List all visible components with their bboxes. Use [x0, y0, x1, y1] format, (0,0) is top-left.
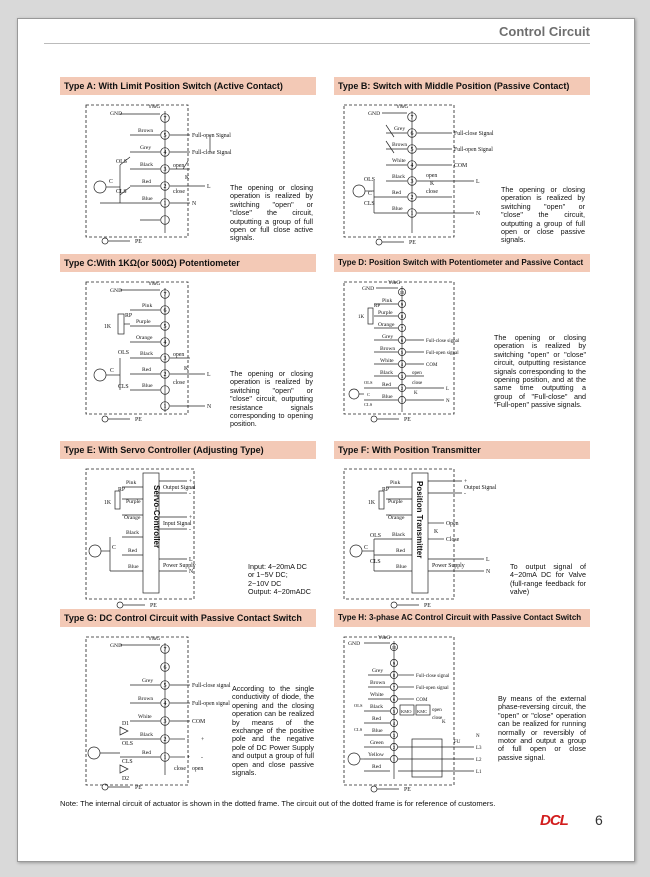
wire-label: Red	[396, 548, 406, 554]
resistor-label: 1K	[104, 500, 112, 506]
wire-label: Orange	[378, 322, 395, 328]
wire-label: Purple	[378, 310, 393, 316]
capacitor-label: C	[110, 368, 114, 374]
panel-type-a	[60, 77, 316, 245]
contactor-label: KMC	[417, 709, 428, 714]
terminal-polarity: -	[189, 491, 191, 497]
terminal-number: 7	[163, 292, 167, 298]
panel-title: Type C:With 1KΩ(or 500Ω) Potentiometer	[60, 254, 316, 272]
signal-label: PE	[135, 417, 142, 423]
capacitor-label: C	[367, 392, 371, 397]
switch-label: OLS	[122, 741, 133, 747]
panel-type-e	[60, 441, 316, 609]
wire-label: Grey	[394, 126, 406, 132]
signal-label: L1	[476, 770, 482, 775]
signal-label: close	[426, 189, 438, 195]
signal-label: L	[207, 184, 211, 190]
terminal-number: 10	[391, 645, 397, 650]
signal-label: PE	[404, 417, 411, 423]
signal-label: open	[173, 352, 185, 358]
switch-label: CLS	[118, 384, 129, 390]
wire-label: Brown	[138, 128, 154, 134]
terminal-number: 1	[392, 757, 396, 762]
wire-label: Brown	[370, 680, 386, 686]
terminal-number: 8	[392, 673, 396, 678]
switch-label: OLS	[370, 533, 381, 539]
terminal-polarity: -	[201, 755, 203, 761]
terminal-number: 1	[163, 755, 167, 761]
panel-description: The opening or closing operation is realized by switching "open" or "close" the circuit, outputting a group of full open or close passive signals.	[501, 185, 585, 245]
signal-label: open	[426, 173, 438, 179]
wire-label: GND	[362, 286, 375, 292]
signal-label: L	[486, 557, 490, 563]
terminal-number: 6	[392, 697, 396, 702]
signal-label: Full-close Signal	[192, 150, 232, 156]
switch-label: OLS	[118, 350, 129, 356]
signal-label: N	[446, 399, 450, 404]
signal-label: Full-open signal	[192, 701, 230, 707]
signal-label: Close	[446, 537, 460, 543]
signal-label: N	[476, 734, 480, 739]
wire-label: GND	[110, 643, 123, 649]
wire-label: Red	[372, 764, 382, 770]
wire-label: White	[392, 158, 406, 164]
wire-label: Brown	[380, 346, 396, 352]
resistor-label: RP	[374, 304, 381, 309]
terminal-polarity: +	[189, 479, 193, 485]
switch-label: OLS	[364, 380, 373, 385]
desc-line: Input: 4~20mA DC	[248, 562, 307, 571]
switch-label: K	[185, 175, 190, 181]
terminal-number: 2	[410, 195, 414, 201]
signal-label: Full-open Signal	[192, 133, 231, 139]
terminal-number: 6	[163, 308, 167, 314]
wire-label: Pink	[382, 298, 393, 304]
panel-description: According to the single conductivity of diode, the opening and the closing operation can be realized by means of the exchange of the positive pole and the negative pole of DC Power Supply and output a group of full open and close passive signals.	[232, 684, 314, 778]
wire-label: White	[138, 714, 152, 720]
diode-label: D2	[122, 776, 130, 782]
switch-label: CLS	[370, 559, 381, 565]
wire-label: Y&G	[396, 104, 409, 110]
signal-label: PE	[404, 787, 411, 793]
panel-description: The opening or closing operation is realized by switching "open" or "close" circuit, outputting resistance signals corresponding to opening position.	[230, 369, 313, 429]
signal-label: close	[412, 381, 423, 386]
signal-label: COM	[416, 698, 428, 703]
signal-label: L	[207, 372, 211, 378]
panel-type-f	[334, 441, 590, 609]
wire-label: Red	[142, 367, 152, 373]
terminal-number: 4	[410, 163, 414, 169]
wire-label: Brown	[138, 696, 154, 702]
switch-label: CLS	[122, 759, 133, 765]
signal-label: Open	[446, 521, 459, 527]
wire-label: Blue	[392, 206, 403, 212]
terminal-number: 9	[392, 661, 396, 666]
signal-label: open	[192, 766, 204, 772]
signal-label: close	[173, 189, 185, 195]
panel-title: Type H: 3-phase AC Control Circuit with Passive Contact Switch	[334, 609, 590, 627]
switch-label: OLS	[364, 177, 375, 183]
signal-label: PE	[135, 239, 142, 245]
terminal-number: 3	[163, 356, 167, 362]
fuse-label: FU	[454, 740, 461, 745]
capacitor-label: C	[112, 545, 116, 551]
terminal-polarity: +	[189, 515, 193, 521]
panel-title: Type B: Switch with Middle Position (Passive Contact)	[334, 77, 590, 95]
panel-title: Type A: With Limit Position Switch (Active Contact)	[60, 77, 316, 95]
wire-label: Grey	[140, 145, 152, 151]
terminal-number: 2	[400, 386, 404, 391]
wire-label: Red	[392, 190, 402, 196]
terminal-number: 7	[392, 685, 396, 690]
wire-label: GND	[368, 111, 381, 117]
terminal-number: 4	[163, 150, 167, 156]
terminal-number: 4	[400, 362, 404, 367]
signal-label: PE	[135, 785, 142, 791]
signal-label: Power Supply	[163, 563, 196, 569]
wire-label: Blue	[396, 564, 407, 570]
signal-label: COM	[192, 719, 206, 725]
wire-label: Black	[126, 530, 140, 536]
switch-label: CLS	[364, 201, 375, 207]
wire-label: Y&G	[148, 281, 161, 287]
wire-label: Red	[142, 750, 152, 756]
signal-label: close	[174, 766, 186, 772]
signal-label: Full-open signal	[426, 351, 459, 356]
terminal-polarity: +	[201, 737, 205, 743]
signal-label: L	[189, 557, 193, 563]
terminal-number: 8	[400, 314, 404, 319]
terminal-number: 4	[163, 701, 167, 707]
signal-label: COM	[426, 363, 438, 368]
panel-description	[248, 563, 316, 597]
terminal-number: 5	[163, 133, 167, 139]
terminal-number: 4	[163, 340, 167, 346]
panel-title: Type D: Position Switch with Potentiometer and Passive Contact	[334, 254, 590, 272]
terminal-number: 3	[400, 374, 404, 379]
terminal-number: 3	[392, 733, 396, 738]
switch-label: K	[414, 391, 418, 396]
capacitor-label: C	[368, 191, 372, 197]
terminal-number: 7	[163, 116, 167, 122]
capacitor-label: C	[109, 179, 113, 185]
page-title: Control Circuit	[499, 24, 590, 39]
desc-line: Output: 4~20mADC	[248, 587, 311, 597]
title-divider	[44, 43, 590, 44]
terminal-number: 5	[400, 350, 404, 355]
wire-label: Y&G	[148, 104, 161, 110]
brand-logo: DCL	[540, 812, 568, 829]
terminal-number: 2	[163, 372, 167, 378]
terminal-number: 7	[410, 115, 414, 121]
signal-label: COM	[454, 163, 468, 169]
resistor-label: RP	[118, 487, 126, 493]
terminal-number: 5	[163, 324, 167, 330]
resistor-label: RP	[125, 313, 133, 319]
switch-label: OLS	[354, 703, 363, 708]
signal-label: Full-open Signal	[454, 147, 493, 153]
wire-label: Pink	[126, 480, 137, 486]
terminal-number: 1	[163, 201, 167, 207]
signal-label: L2	[476, 758, 482, 763]
wire-label: White	[380, 358, 394, 364]
terminal-number: 1	[400, 398, 404, 403]
wire-label: Black	[370, 704, 384, 710]
wire-label: Blue	[372, 728, 383, 734]
switch-label: CLS	[364, 402, 373, 407]
signal-label: open	[173, 163, 185, 169]
terminal-number: 6	[163, 665, 167, 671]
panel-type-h	[334, 609, 590, 793]
terminal-polarity: -	[187, 737, 189, 743]
wire-label: Pink	[142, 303, 153, 309]
wire-label: Black	[380, 370, 394, 376]
wire-label: Blue	[382, 394, 393, 400]
wire-label: Green	[370, 740, 384, 746]
panel-title: Type F: With Position Transmitter	[334, 441, 590, 459]
wire-label: Grey	[142, 678, 154, 684]
terminal-number: 7	[163, 647, 167, 653]
signal-label: PE	[150, 603, 157, 609]
switch-label: K	[184, 366, 189, 372]
terminal-number: 9	[400, 302, 404, 307]
wire-label: Blue	[142, 196, 153, 202]
contactor-label: KMO	[401, 709, 412, 714]
signal-label: Power Supply	[432, 563, 465, 569]
resistor-label: 1K	[358, 315, 365, 320]
signal-label: Full-close signal	[426, 339, 460, 344]
terminal-number: 2	[163, 737, 167, 743]
terminal-number: 6	[400, 338, 404, 343]
switch-label: K	[430, 181, 435, 187]
wire-label: GND	[348, 641, 361, 647]
switch-label: K	[442, 720, 446, 725]
signal-label: open	[412, 371, 422, 376]
terminal-number: 5	[163, 683, 167, 689]
wire-label: Blue	[142, 383, 153, 389]
signal-label: Output Signal	[464, 485, 497, 491]
panel-type-c	[60, 254, 316, 429]
terminal-number: 2	[163, 184, 167, 190]
wire-label: GND	[110, 288, 123, 294]
signal-label: open	[432, 708, 442, 713]
panel-description: The opening or closing operation is realized by switching "open" or "close" the circuit, outputting a group of full open or full close active signals.	[230, 183, 313, 243]
terminal-number: 1	[410, 211, 414, 217]
resistor-label: 1K	[368, 500, 376, 506]
terminal-number: 7	[400, 326, 404, 331]
wire-label: Yellow	[368, 752, 384, 758]
wire-label: Black	[140, 162, 154, 168]
signal-label: L	[476, 179, 480, 185]
signal-label: N	[486, 569, 491, 575]
switch-label: OLS	[116, 159, 127, 165]
panel-type-d	[334, 254, 590, 423]
wire-label: Purple	[136, 319, 151, 325]
page-number: 6	[595, 812, 603, 828]
panel-title: Type G: DC Control Circuit with Passive Contact Switch	[60, 609, 316, 627]
terminal-number: 6	[410, 131, 414, 137]
terminal-polarity: -	[189, 527, 191, 533]
terminal-number: 3	[163, 719, 167, 725]
switch-label: CLS	[354, 727, 363, 732]
wire-label: GND	[110, 111, 123, 117]
wire-label: Orange	[124, 515, 141, 521]
wire-label: Y&G	[378, 635, 391, 641]
footer-note: Note: The internal circuit of actuator is shown in the dotted frame. The circuit out of the dotted frame is for reference of customers.	[60, 799, 496, 808]
signal-label: L	[446, 387, 450, 392]
wire-label: Brown	[392, 142, 408, 148]
wire-label: Red	[372, 716, 382, 722]
wire-label: Orange	[388, 515, 405, 521]
signal-label: Full-open signal	[416, 686, 449, 691]
panel-type-g	[60, 609, 316, 791]
wire-label: Black	[392, 532, 406, 538]
signal-label: PE	[409, 240, 416, 246]
signal-label: Full-close signal	[416, 674, 450, 679]
wire-label: Grey	[382, 334, 394, 340]
signal-label: N	[476, 211, 481, 217]
wire-label: Y&G	[148, 636, 161, 642]
wire-label: Grey	[372, 668, 384, 674]
terminal-polarity: +	[464, 479, 468, 485]
panel-title: Type E: With Servo Controller (Adjusting Type)	[60, 441, 316, 459]
signal-label: Full-close Signal	[454, 131, 494, 137]
wire-label: Orange	[136, 335, 153, 341]
panel-description: The opening or closing operation is realized by switching "open" or "close" circuit, outputting resistance signals corresponding to the opening position, and at the same time outputting a group of "Full-close" and "Full-open" passive signals.	[494, 333, 586, 410]
wire-label: Red	[128, 548, 138, 554]
signal-label: Full-close signal	[192, 683, 231, 689]
capacitor-label: C	[364, 545, 368, 551]
terminal-number: 5	[392, 709, 396, 714]
resistor-label: RP	[382, 487, 390, 493]
terminal-number: 10	[399, 290, 405, 295]
panel-description: By means of the external phase-reversing circuit, the "open" or "close" operation can be realized for running normally or reversibly of motor and output a group of full open or close passive signal.	[498, 694, 586, 762]
wire-label: Red	[142, 179, 152, 185]
wire-label: Blue	[128, 564, 139, 570]
panel-type-b	[334, 77, 590, 246]
signal-label: N	[192, 201, 197, 207]
controller-label: Position Transmitter	[415, 481, 424, 559]
controller-label: Servo-Controller	[152, 485, 161, 549]
desc-line: 2~10V DC	[248, 578, 282, 588]
signal-label: close	[173, 380, 185, 386]
wire-label: Black	[140, 732, 154, 738]
switch-label: K	[434, 529, 439, 535]
resistor-label: 1K	[104, 324, 112, 330]
terminal-number: 5	[410, 147, 414, 153]
signal-label: N	[207, 404, 212, 410]
diode-label: D1	[122, 721, 130, 727]
wire-label: Red	[382, 382, 392, 388]
desc-line: or 1~5V DC;	[248, 570, 288, 580]
terminal-number: 4	[392, 721, 396, 726]
terminal-number: 2	[392, 745, 396, 750]
signal-label: Input Signal	[163, 521, 192, 527]
wire-label: Black	[140, 351, 154, 357]
switch-label: CLS	[116, 189, 127, 195]
wire-label: Purple	[388, 499, 403, 505]
wire-label: Pink	[390, 480, 401, 486]
terminal-number: 1	[163, 404, 167, 410]
wire-label: White	[370, 692, 384, 698]
panel-description: To output signal of 4~20mA DC for Valve (full-range feedback for valve)	[510, 562, 586, 597]
signal-label: N	[189, 569, 194, 575]
signal-label: L3	[476, 746, 482, 751]
wire-label: Black	[392, 174, 406, 180]
wire-label: Purple	[126, 499, 141, 505]
terminal-polarity: +	[187, 755, 191, 761]
wire-label: Y&G	[388, 280, 401, 286]
signal-label: close	[432, 716, 443, 721]
terminal-polarity: -	[464, 491, 466, 497]
terminal-number: 3	[410, 179, 414, 185]
signal-label: Output Signal	[163, 485, 196, 491]
terminal-number: 3	[163, 167, 167, 173]
signal-label: PE	[424, 603, 431, 609]
